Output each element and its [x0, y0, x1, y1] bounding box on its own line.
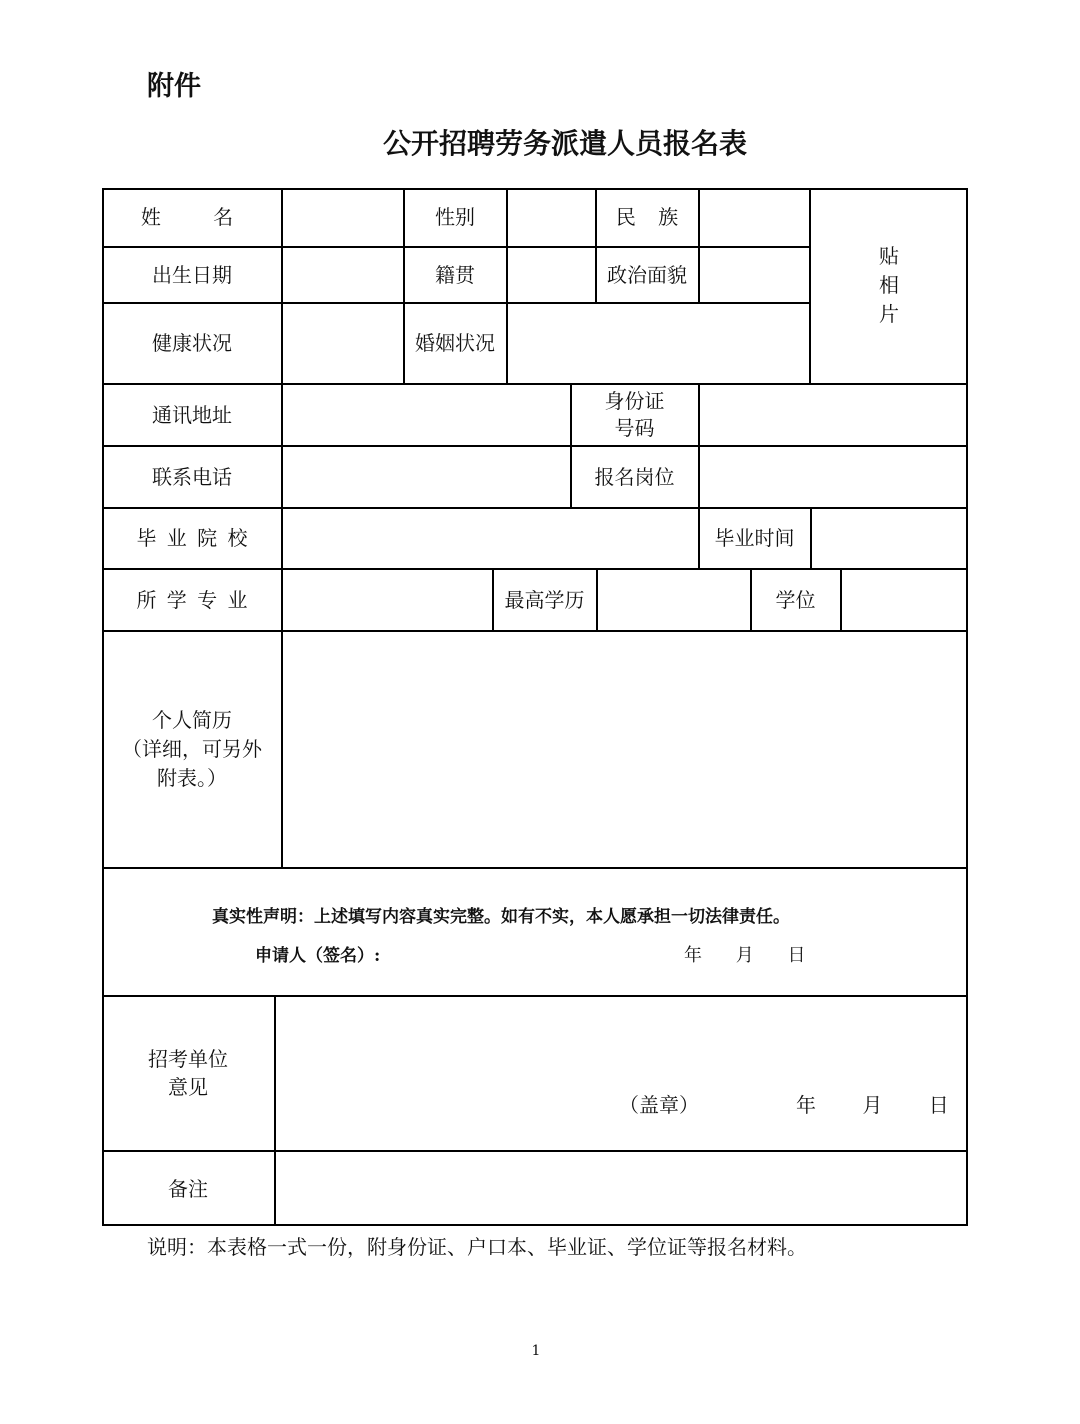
native-place-field[interactable]: [507, 247, 595, 302]
phone-field[interactable]: [282, 446, 570, 507]
resume-field[interactable]: [282, 631, 968, 867]
address-label: 通讯地址: [152, 402, 232, 427]
unit-opinion-date[interactable]: 年 月 日: [796, 1093, 949, 1117]
id-number-label: 身份证 号码: [604, 388, 665, 440]
unit-opinion-label: 招考单位 意见: [148, 1047, 228, 1099]
applicant-date[interactable]: 年 月 日: [684, 945, 806, 966]
political-status-label: 政治面貌: [607, 262, 687, 287]
truthfulness-declaration: 真实性声明：上述填写内容真实完整。如有不实，本人愿承担一切法律责任。: [212, 907, 790, 927]
health-label: 健康状况: [152, 331, 232, 355]
birth-date-label: 出生日期: [152, 262, 232, 287]
remarks-label: 备注: [168, 1176, 208, 1201]
position-field[interactable]: [699, 446, 968, 507]
page-number: 1: [531, 1343, 541, 1359]
major-label: 所 学 专 业: [136, 587, 248, 612]
grad-time-field[interactable]: [811, 508, 968, 568]
position-label: 报名岗位: [594, 464, 675, 489]
photo-area[interactable]: 贴 相 片: [879, 244, 899, 326]
seal-label: （盖章）: [619, 1093, 699, 1117]
grad-time-label: 毕业时间: [714, 526, 795, 550]
instructions-note: 说明：本表格一式一份，附身份证、户口本、毕业证、学位证等报名材料。: [147, 1235, 807, 1259]
row-divider: [102, 867, 968, 869]
name-label: 姓 名: [140, 205, 244, 229]
health-field[interactable]: [282, 303, 403, 383]
applicant-signature-label[interactable]: 申请人（签名）:: [255, 946, 381, 966]
school-field[interactable]: [282, 508, 698, 568]
ethnicity-field[interactable]: [699, 188, 809, 246]
id-number-field[interactable]: [699, 384, 968, 445]
education-field[interactable]: [597, 569, 750, 630]
school-label: 毕 业 院 校: [136, 526, 248, 550]
phone-label: 联系电话: [152, 464, 232, 489]
degree-label: 学位: [775, 587, 816, 612]
birth-date-field[interactable]: [282, 247, 403, 302]
resume-label: 个人简历 （详细，可另外 附表。）: [122, 707, 262, 790]
marital-field[interactable]: [507, 303, 809, 383]
remarks-field[interactable]: [275, 1151, 968, 1226]
name-field[interactable]: [282, 188, 403, 246]
political-status-field[interactable]: [699, 247, 809, 302]
gender-field[interactable]: [507, 188, 595, 246]
degree-field[interactable]: [841, 569, 968, 630]
education-label: 最高学历: [504, 587, 585, 612]
gender-label: 性别: [435, 205, 475, 229]
ethnicity-label: 民 族: [615, 205, 679, 229]
marital-label: 婚姻状况: [415, 331, 495, 355]
native-place-label: 籍贯: [435, 262, 475, 287]
major-field[interactable]: [282, 569, 492, 630]
address-field[interactable]: [282, 384, 570, 445]
page-title: 公开招聘劳务派遣人员报名表: [382, 127, 747, 160]
attachment-label: 附件: [147, 71, 201, 102]
